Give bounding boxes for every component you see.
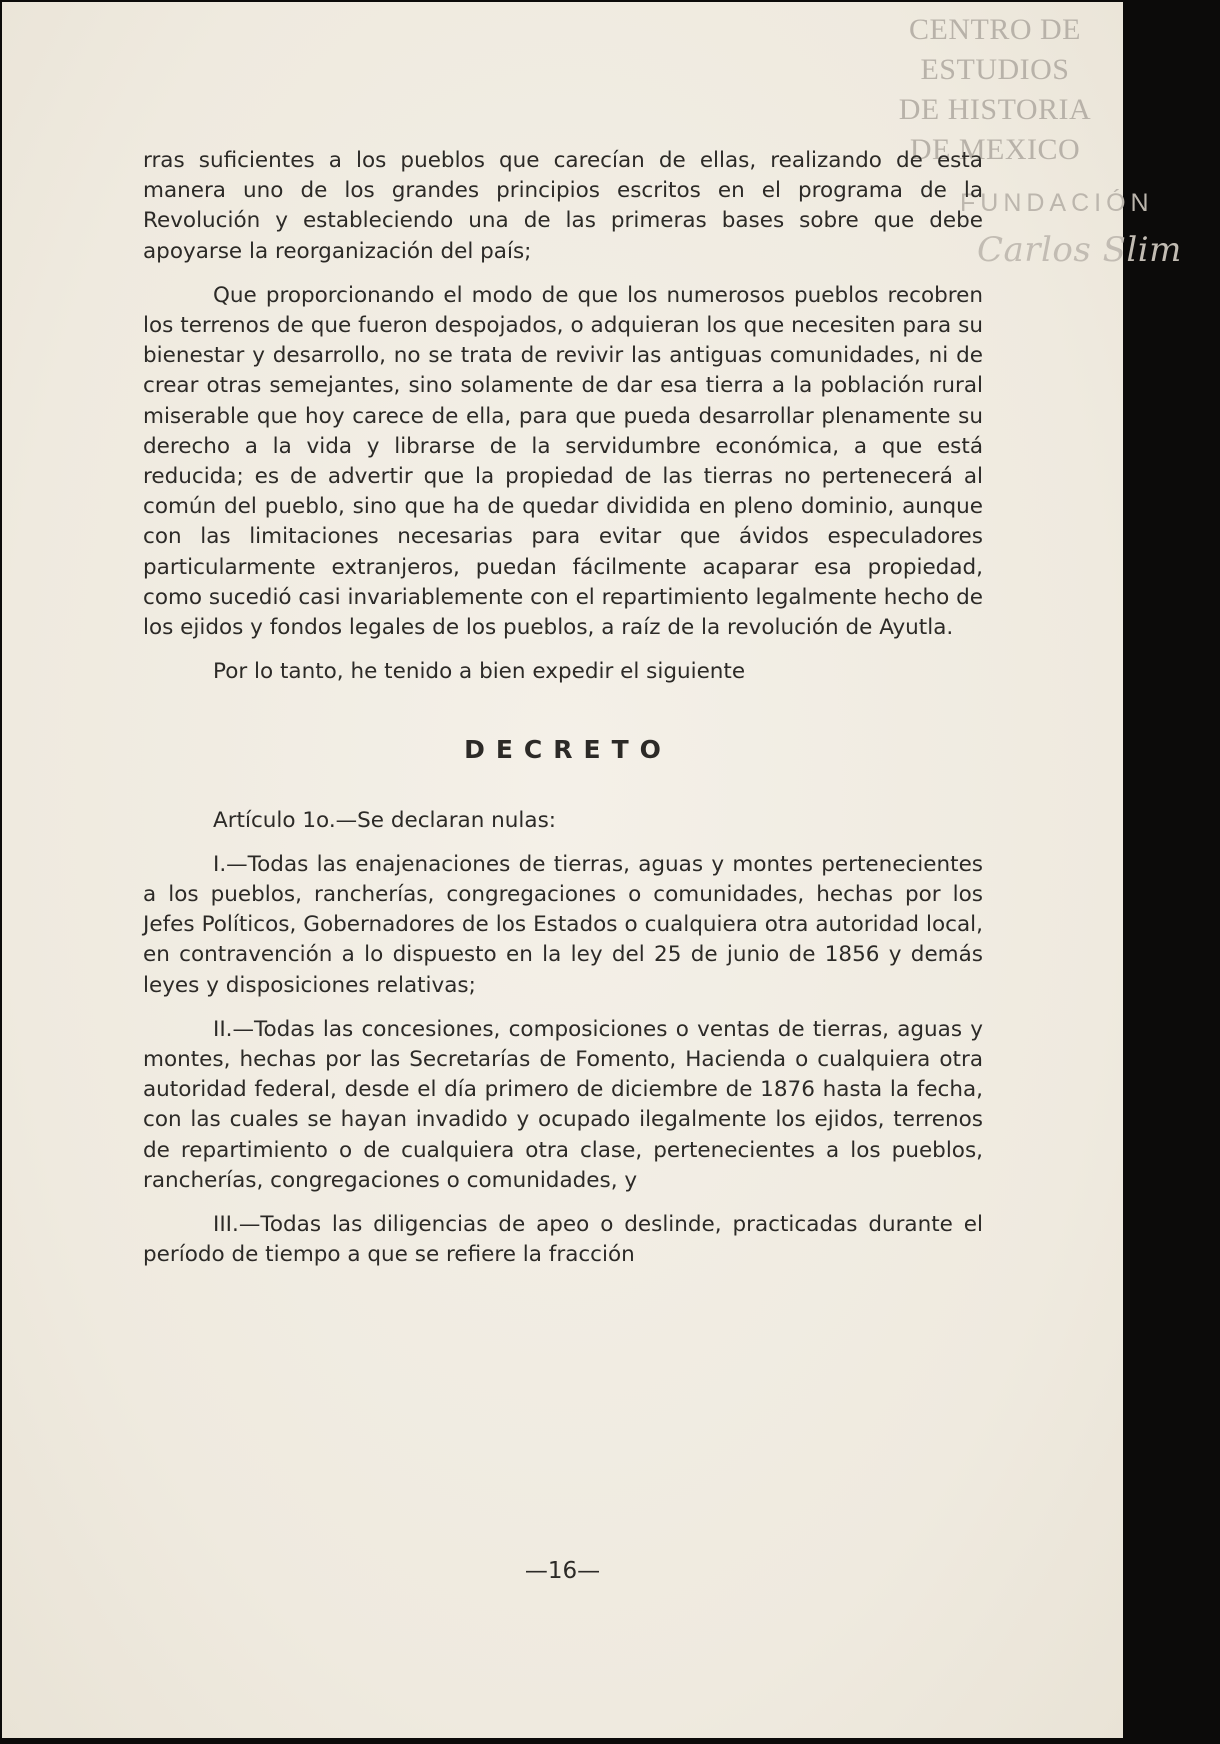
page-number: —16— xyxy=(524,1558,601,1584)
fraction-3: III.—Todas las diligencias de apeo o deslinde, practicadas durante el período de tiempo a que se refiere la fracción xyxy=(143,1212,983,1268)
document-page xyxy=(2,2,1182,1738)
decree-heading: DECRETO xyxy=(464,735,672,765)
watermark-line-4: DE MEXICO xyxy=(909,133,1081,166)
watermark-line-2: ESTUDIOS xyxy=(920,53,1070,86)
watermark-foundation: FUNDACIÓN xyxy=(960,189,1154,217)
fraction-2: II.—Todas las concesiones, composiciones o ventas de tierras, aguas y montes, hechas por las Secretarías de Fomento, Hacienda o cualquiera otra autoridad federal, desde el día primero de diciembre de 1876 hasta la fecha, con las cuales se hayan invadido y ocupado ilegalmente los ejidos, terrenos de repartimiento o de cualquiera otra clase, pertenecientes a los pueblos, rancherías, congregaciones o comunidades, y xyxy=(143,1016,983,1193)
body-text xyxy=(143,146,983,1285)
paragraph-considerando: Que proporcionando el modo de que los numerosos pueblos recobren los terrenos de que fueron despojados, o adquieran los que necesiten para su bienestar y desarrollo, no se trata de revivir las antiguas comunidades, ni de crear otras semejantes, sino solamente de dar esa tierra a la población rural miserable que hoy carece de ella, para que pueda desarrollar plenamente su derecho a la vida y librarse de la servidumbre económica, a que está reducida; es de advertir que la propiedad de las tierras no pertenecerá al común del pueblo, sino que ha de quedar dividida en pleno dominio, aunque con las limitaciones necesarias para evitar que ávidos especuladores particularmente extranjeros, puedan fácilmente acaparar esa propiedad, como sucedió casi invariablemente con el repartimiento legalmente hecho de los ejidos y fondos legales de los pueblos, a raíz de la revolución de Ayutla. xyxy=(143,282,983,641)
watermark-line-1: CENTRO DE xyxy=(909,13,1081,46)
paragraph-expedir: Por lo tanto, he tenido a bien expedir el siguiente xyxy=(213,659,746,685)
fraction-1: I.—Todas las enajenaciones de tierras, aguas y montes pertenecientes a los pueblos, rancherías, congregaciones o comunidades, hechas por los Jefes Políticos, Gobernadores de los Estados o cualquiera otra autoridad local, en contravención a lo dispuesto en la ley del 25 de junio de 1856 y demás leyes y disposiciones relativas; xyxy=(143,851,983,998)
paragraph-continuation: rras suficientes a los pueblos que carecían de ellas, realizando de esta manera uno de los grandes principios escritos en el programa de la Revolución y estableciendo una de las primeras bases sobre que debe apoyarse la reorganización del país; xyxy=(143,148,983,264)
watermark-signature: Carlos Slim xyxy=(977,230,1182,270)
watermark-line-3: DE HISTORIA xyxy=(898,93,1092,126)
article-heading: Artículo 1o.—Se declaran nulas: xyxy=(213,807,557,833)
